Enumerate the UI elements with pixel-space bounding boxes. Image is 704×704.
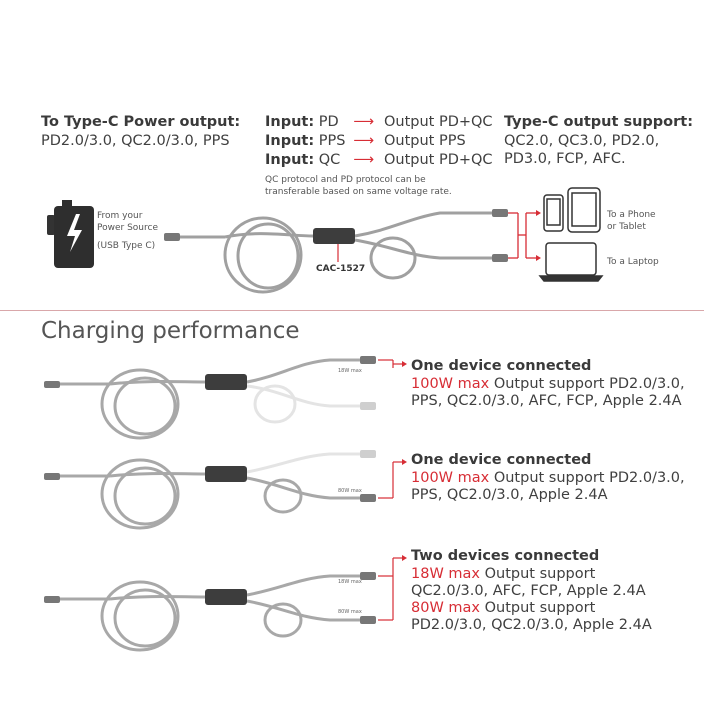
perf-bracket-3 xyxy=(378,558,402,620)
arrow-right-icon: ⟶ xyxy=(353,133,375,149)
arrow-right-icon: ⟶ xyxy=(353,152,375,168)
power-output-title: To Type-C Power output: xyxy=(41,114,241,130)
perf-line: 80W max Output support xyxy=(411,600,596,616)
perf-cable-2 xyxy=(44,450,376,528)
perf-line: PD2.0/3.0, QC2.0/3.0, Apple 2.4A xyxy=(411,617,652,633)
cable-tag-3a: 18W max xyxy=(338,579,362,585)
charger-icon xyxy=(47,200,94,268)
perf-bracket-1 xyxy=(378,360,402,368)
perf-line: 100W max Output support PD2.0/3.0, xyxy=(411,376,685,392)
from-source-line1: From your xyxy=(97,211,143,221)
input-row-pd: Input: PD ⟶ Output PD+QC xyxy=(265,114,493,130)
cable-tag-1: 18W max xyxy=(338,368,362,374)
input-row-qc: Input: QC ⟶ Output PD+QC xyxy=(265,152,493,168)
perf-heading-2: One device connected xyxy=(411,452,592,468)
protocol-note-1: QC protocol and PD protocol can be xyxy=(265,175,426,185)
to-tablet-label: or Tablet xyxy=(607,222,646,232)
tablet-icon xyxy=(568,188,600,232)
protocol-note-2: transferable based on same voltage rate. xyxy=(265,187,452,197)
bracket-arrows xyxy=(508,213,536,258)
output-support-line1: QC2.0, QC3.0, PD2.0, xyxy=(504,133,660,149)
to-phone-label: To a Phone xyxy=(607,210,656,220)
section-divider xyxy=(0,310,704,311)
perf-heading-1: One device connected xyxy=(411,358,592,374)
from-source-line2: Power Source xyxy=(97,223,158,233)
laptop-icon xyxy=(540,243,602,281)
perf-line: PPS, QC2.0/3.0, AFC, FCP, Apple 2.4A xyxy=(411,393,682,409)
output-support-line2: PD3.0, FCP, AFC. xyxy=(504,151,626,167)
perf-line: 100W max Output support PD2.0/3.0, xyxy=(411,470,685,486)
perf-cable-1 xyxy=(44,356,376,438)
cable-tag-3b: 80W max xyxy=(338,609,362,615)
from-source-line3: (USB Type C) xyxy=(97,241,156,251)
to-laptop-label: To a Laptop xyxy=(607,257,659,267)
top-cable xyxy=(172,213,495,292)
arrow-right-icon: ⟶ xyxy=(353,114,375,130)
perf-bracket-2 xyxy=(378,462,402,498)
output-support-title: Type-C output support: xyxy=(504,114,693,130)
perf-section-1 xyxy=(411,358,685,410)
model-number: CAC-1527 xyxy=(316,264,366,274)
power-output-protocols: PD2.0/3.0, QC2.0/3.0, PPS xyxy=(41,133,230,149)
perf-cable-3 xyxy=(44,572,376,650)
input-row-pps: Input: PPS ⟶ Output PPS xyxy=(265,133,466,149)
cable-tag-2: 80W max xyxy=(338,488,362,494)
perf-line: QC2.0/3.0, AFC, FCP, Apple 2.4A xyxy=(411,583,646,599)
perf-heading-3: Two devices connected xyxy=(411,548,600,564)
perf-section-2 xyxy=(411,452,685,504)
perf-section-3 xyxy=(411,548,652,634)
perf-line: PPS, QC2.0/3.0, Apple 2.4A xyxy=(411,487,608,503)
phone-icon xyxy=(544,195,563,231)
charging-performance-title: Charging performance xyxy=(41,318,300,344)
perf-line: 18W max Output support xyxy=(411,566,596,582)
